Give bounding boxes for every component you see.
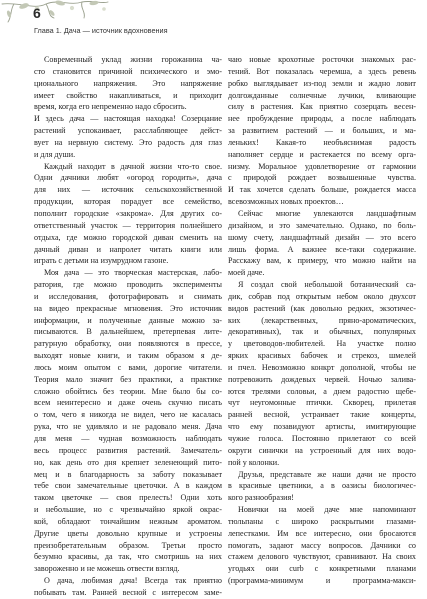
text-line: округи синички на устроенный для них водо- (228, 445, 416, 455)
text-line: ответственный участок — территория полнейшего (34, 220, 222, 230)
text-line: с природой рождает возвышенные чувства. (228, 173, 416, 183)
text-line: играть с детьми на изумрудном газоне. (34, 256, 169, 266)
text-line: что ему позавидуют артисты, имитирующие (228, 422, 416, 432)
text-line: кого разнообразия! (228, 493, 294, 503)
text-line: Сейчас многие увлекаются ландшафтным (238, 208, 416, 218)
text-line: Моя дача — это творческая мастерская, лабо- (44, 268, 222, 278)
text-line: моей даче. (228, 268, 265, 278)
text-line: ционального напряжения. Это напряжение (34, 78, 222, 88)
text-line: для них — источник сельскохозяйственной (34, 185, 222, 195)
text-line: всем неинтересно и даже очень скучно писать (34, 398, 222, 408)
text-line: Каждый находит в дачной жизни что-то свое. (44, 161, 222, 171)
text-line: растений успокаивает, расслабляющее дейст- (34, 126, 222, 136)
text-line: на видео прекрасные мгновения. Это источник (34, 303, 222, 313)
text-line: люсь моим опытом с вами, дорогие читатели. (34, 362, 222, 372)
text-line: продукции, которая порадует все семейство, (34, 197, 222, 207)
text-line: сто становится причиной психического и эмо- (34, 66, 222, 76)
text-line: ются трелями соловьи, а днем радостно щебе- (228, 386, 416, 396)
text-line: робко выглядывает из-под земли и жадно ловит (228, 78, 416, 88)
text-line: время, когда его непременно надо сбросить. (34, 102, 187, 112)
text-line: Современный уклад жизни горожанина ча- (44, 55, 222, 64)
text-line: безумно красивы, да так, что смотришь на них (34, 552, 222, 562)
text-line: имеет свойство накапливаться, и приходит (34, 90, 222, 100)
text-column-left (34, 54, 222, 599)
text-line: О дача, любимая дача! Всегда так приятно (44, 576, 222, 586)
text-line: и небольшие, но с чрезвычайно яркой окрас- (34, 505, 222, 515)
text-line: рука, что не удивляло и не радовало меня. Дача (34, 422, 222, 432)
text-line: и для души. (34, 149, 76, 159)
text-line: отдыха, где можно городской диван сменить на (34, 232, 222, 242)
text-line: ратурную обработку, они появляются в прессе, (34, 339, 222, 349)
text-line: ярких красивых бабочек и стрекоз, шмелей (228, 351, 416, 361)
text-line: сложно обойтись без теории. Мне было бы со- (34, 386, 222, 396)
text-line: чужие голоса. Постоянно прилетают со всей (228, 434, 416, 443)
text-line: Новички на моей даче мне напоминают (238, 505, 416, 515)
text-line: и исследования, фотографировать и снимать (34, 291, 222, 301)
text-line: за развитием растений — и больших, и ма- (228, 126, 416, 136)
text-line: Друзья, представьте же наши дачи не просто (238, 469, 416, 479)
text-line: чаю новые крохотные росточки знакомых рас- (228, 55, 416, 64)
text-line: чут неугомонные птички. Скворец, прилетая (228, 398, 416, 408)
text-line: ранней весной, устраивает такие концерты, (228, 410, 416, 420)
text-line: нее пробуждение природы, а после наблюдать (228, 114, 416, 124)
text-line: видов растений (как довольно редких, экзотичес- (228, 303, 416, 313)
text-line: мец и в благодарность за заботу показывает (34, 469, 222, 479)
text-line: завороженно и не можешь отвести взгляд. (34, 564, 180, 574)
text-line: дачный диван и напролет читать книги или (34, 244, 222, 254)
text-line: побывать там. Ранней весной с интересом заме- (34, 587, 222, 597)
text-line: вует на нервную систему. Это радость для глаз (34, 137, 222, 147)
text-line: (программа-минимум и программа-макси- (228, 576, 416, 586)
text-line: о том, чего я никогда не видел, чего не касалась (34, 410, 222, 420)
text-line: тюльпаны с широко раскрытыми глазами- (228, 516, 416, 526)
text-line: потревожить дождевых червей. Ночью залива- (228, 374, 416, 384)
text-line: стажем делового чувствуют, сравнивают. На своих (228, 552, 416, 562)
text-line: леньких! Какая-то необъяснимая радость (228, 137, 416, 147)
text-line: дизайном, и это замечательно. Однако, по боль- (228, 220, 416, 230)
text-line: Одни дачники любят «огород городить», дача (34, 173, 222, 183)
text-line: тебе свои замечательные цветочки. А в каждом (34, 481, 222, 491)
text-line: ких (лекарственных, пряно-ароматических, (228, 315, 416, 325)
text-line: пой у колонки. (228, 457, 280, 467)
text-line: наполняет сердце и растекается по всему орга- (228, 149, 416, 159)
text-line: у цветоводов-любителей. На участке полно (228, 339, 416, 349)
text-line: выходят новые книги, и таким образом я де- (34, 351, 222, 361)
page-number: 6 (33, 5, 41, 21)
text-line: Другие цветы довольно крупные и устроены (34, 528, 222, 538)
vine-ornament-icon (0, 0, 110, 48)
running-head: Глава 1. Дача — источник вдохновения (34, 26, 168, 35)
text-line: помогать, задают массу вопросов. Дачники со (228, 540, 416, 550)
text-line: И здесь дача — настоящая находка! Созерцание (34, 114, 222, 124)
text-line: для меня — чудная возможность наблюдать (34, 434, 222, 443)
text-line: и пчел. Невозможно конкрт дополной, чтобы не (228, 362, 416, 372)
text-line: низму. Моральное удовлетворение от гармонии (228, 161, 416, 171)
text-line: лишь форма. А важнее все-таки содержание. (228, 244, 416, 254)
text-line: в красивые цветники, а в оазисы биологичес- (228, 481, 416, 491)
text-column-right (228, 54, 416, 587)
text-line: Я создал свой небольшой ботанический са- (238, 280, 416, 290)
text-line: долгожданные солнечные лучики, вливающие (228, 90, 416, 100)
text-line: ратория, где можно проводить эксперименты (34, 280, 222, 290)
text-line: Расскажу вам, к примеру, что можно найти на (228, 256, 416, 266)
text-line: шому счету, ландшафтный дизайн — это всего (228, 232, 416, 242)
text-line: таком цветочке — своя прелесть! Одни хоть (34, 493, 222, 503)
text-line: тений. Вот показалась черемша, а здесь ревень (228, 66, 416, 76)
text-line: дик, собрав под открытым небом около двухсот (228, 291, 416, 301)
text-line: декоративных), так и обычных, популярных (228, 327, 416, 337)
text-line: силу в растения. Как приятно созерцать весен- (228, 102, 416, 112)
text-line: преизобретательным образом. Третьи просто (34, 540, 222, 550)
text-line: кой, обладают тончайшим нежным ароматом. (34, 516, 222, 526)
text-line: писываются. В дальнейшем, претерпевая лите- (34, 327, 222, 337)
text-line: угодьях они curb с конкретными планами (228, 564, 416, 574)
text-line: весь процесс развития растений. Замечатель- (34, 445, 222, 455)
text-line: информации, и полученные данные можно за- (34, 315, 222, 325)
text-line: И так хочется сделать больше, рождается масса (228, 185, 416, 195)
text-line: но, как день ото дня крепнет зеленеющий пито- (34, 457, 222, 467)
text-line: лепестками. Им все интересно, они бросаются (228, 528, 416, 538)
text-line: Теория мало значит без практики, а практике (34, 374, 222, 384)
text-line: пополнит городские «закрома». Для других со- (34, 208, 222, 218)
text-line: всевозможных новых проектов… (228, 197, 344, 207)
